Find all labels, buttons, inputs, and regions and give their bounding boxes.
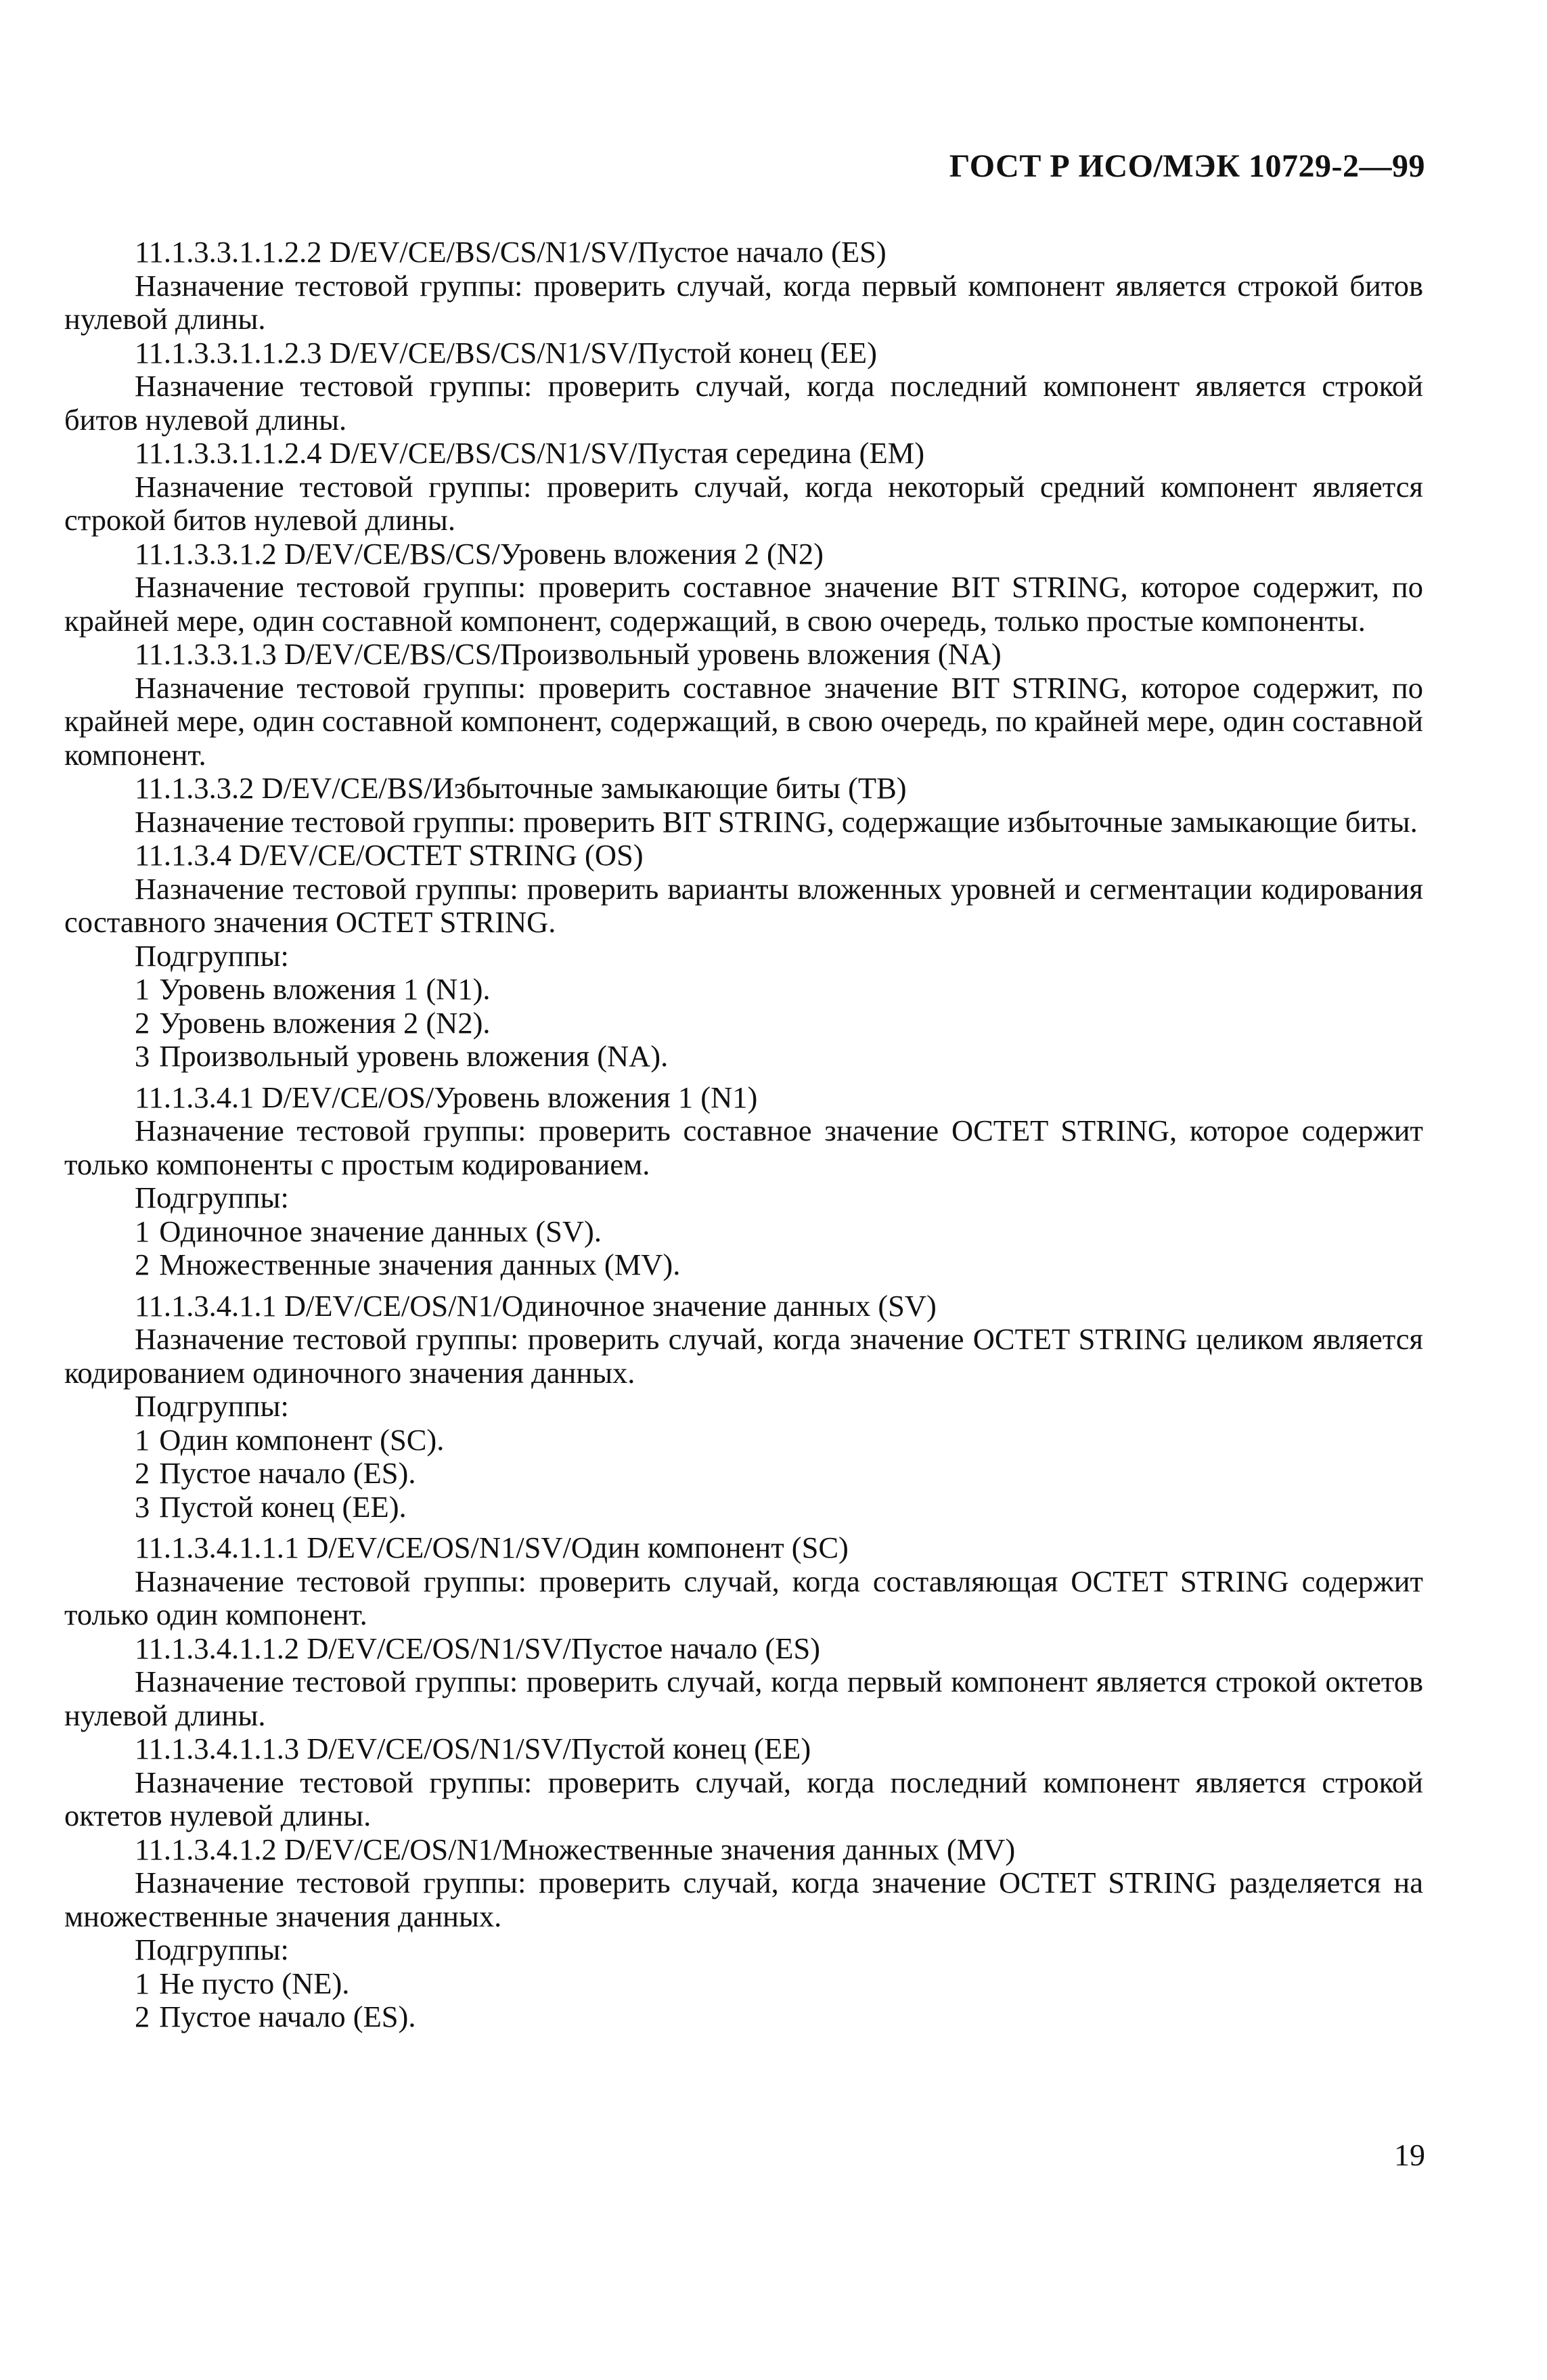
section-heading: 11.1.3.4.1.2 D/EV/CE/OS/N1/Множественные значения данных (MV) [135, 1832, 1016, 1866]
subgroup-text: Не пусто (NE). [159, 1966, 350, 2000]
subgroup-text: Уровень вложения 1 (N1). [159, 972, 491, 1006]
subgroup-number: 2 [135, 1456, 150, 1490]
section-heading: 11.1.3.3.2 D/EV/CE/BS/Избыточные замыкающие биты (TB) [135, 771, 907, 805]
subgroups-label: Подгруппы: [135, 1181, 289, 1214]
section-heading: 11.1.3.3.1.1.2.2 D/EV/CE/BS/CS/N1/SV/Пустое начало (ES) [135, 235, 887, 269]
subgroup-item [64, 1457, 1423, 1491]
section-text: Назначение тестовой группы: проверить BIT STRING, содержащие избыточные замыкающие биты. [135, 804, 1418, 839]
subgroup-number: 1 [135, 1214, 150, 1248]
page-number: 19 [1394, 2138, 1425, 2172]
subgroup-item [64, 2000, 1423, 2034]
subgroup-item [64, 1007, 1423, 1040]
subgroup-text: Одиночное значение данных (SV). [159, 1214, 602, 1248]
section-text: Назначение тестовой группы: проверить варианты вложенных уровней и сегментации кодирования составного значения OCTET STRING. [64, 871, 1423, 939]
subgroup-number: 2 [135, 2000, 150, 2033]
subgroup-item [64, 1424, 1423, 1457]
section-text: Назначение тестовой группы: проверить случай, когда значение OCTET STRING целиком является кодированием одиночного значения данных. [64, 1322, 1423, 1390]
section-heading: 11.1.3.4.1.1.3 D/EV/CE/OS/N1/SV/Пустой конец (EE) [135, 1732, 811, 1765]
section-heading: 11.1.3.3.1.1.2.3 D/EV/CE/BS/CS/N1/SV/Пустой конец (EE) [135, 335, 877, 370]
subgroup-number: 3 [135, 1039, 150, 1073]
subgroup-item [64, 1967, 1423, 2001]
section-heading: 11.1.3.3.1.3 D/EV/CE/BS/CS/Произвольный уровень вложения (NA) [135, 637, 1002, 671]
section-text: Назначение тестовой группы: проверить случай, когда последний компонент является строкой битов нулевой длины. [64, 369, 1423, 437]
section-text: Назначение тестовой группы: проверить случай, когда последний компонент является строкой октетов нулевой длины. [64, 1765, 1423, 1832]
section-heading: 11.1.3.4.1.1.1 D/EV/CE/OS/N1/SV/Один компонент (SC) [135, 1530, 849, 1564]
subgroup-number: 3 [135, 1489, 150, 1524]
section-heading: 11.1.3.4.1.1.2 D/EV/CE/OS/N1/SV/Пустое начало (ES) [135, 1631, 821, 1665]
subgroup-text: Уровень вложения 2 (N2). [159, 1005, 491, 1040]
subgroups-label: Подгруппы: [135, 1933, 289, 1966]
section-heading: 11.1.3.4 D/EV/CE/OCTET STRING (OS) [135, 838, 644, 872]
page-content [64, 236, 1423, 2034]
subgroup-number: 1 [135, 972, 150, 1006]
section-text: Назначение тестовой группы: проверить составное значение BIT STRING, которое содержит, по крайней мере, один составной компонент, содержащий, в свою очередь, только простые компоненты. [64, 570, 1423, 638]
section-text: Назначение тестовой группы: проверить случай, когда первый компонент является строкой октетов нулевой длины. [64, 1665, 1423, 1732]
subgroup-item [64, 1491, 1423, 1524]
subgroup-text: Множественные значения данных (MV). [159, 1248, 681, 1281]
subgroup-item [64, 973, 1423, 1007]
subgroup-number: 2 [135, 1248, 150, 1281]
section-text: Назначение тестовой группы: проверить составное значение BIT STRING, которое содержит, по крайней мере, один составной компонент, содержащий, в свою очередь, по крайней мере, один составной компонент. [64, 670, 1423, 772]
section-text: Назначение тестовой группы: проверить случай, когда первый компонент является строкой битов нулевой длины. [64, 268, 1423, 336]
section-text: Назначение тестовой группы: проверить случай, когда значение OCTET STRING разделяется на множественные значения данных. [64, 1866, 1423, 1933]
section-heading: 11.1.3.3.1.2 D/EV/CE/BS/CS/Уровень вложения 2 (N2) [135, 536, 824, 571]
subgroup-text: Пустой конец (EE). [159, 1489, 407, 1524]
section-text: Назначение тестовой группы: проверить случай, когда составляющая OCTET STRING содержит только один компонент. [64, 1564, 1423, 1631]
subgroup-number: 1 [135, 1422, 150, 1457]
subgroup-text: Пустое начало (ES). [159, 1456, 416, 1490]
section-text: Назначение тестовой группы: проверить составное значение OCTET STRING, которое содержит только компоненты с простым кодированием. [64, 1114, 1423, 1181]
section-heading: 11.1.3.4.1 D/EV/CE/OS/Уровень вложения 1 (N1) [135, 1080, 758, 1114]
subgroup-text: Один компонент (SC). [159, 1422, 445, 1457]
subgroups-label: Подгруппы: [135, 938, 289, 973]
subgroups-label: Подгруппы: [135, 1389, 289, 1423]
page-header: ГОСТ Р ИСО/МЭК 10729-2—99 [949, 148, 1425, 184]
subgroup-item [64, 1040, 1423, 1074]
subgroup-item [64, 1215, 1423, 1249]
section-text: Назначение тестовой группы: проверить случай, когда некоторый средний компонент является строкой битов нулевой длины. [64, 469, 1423, 537]
subgroup-text: Произвольный уровень вложения (NA). [159, 1039, 669, 1073]
subgroup-text: Пустое начало (ES). [159, 2000, 416, 2033]
subgroup-item [64, 1248, 1423, 1282]
subgroup-number: 1 [135, 1966, 150, 2000]
section-heading: 11.1.3.3.1.1.2.4 D/EV/CE/BS/CS/N1/SV/Пустая середина (EM) [135, 436, 925, 470]
section-heading: 11.1.3.4.1.1 D/EV/CE/OS/N1/Одиночное значение данных (SV) [135, 1288, 937, 1323]
subgroup-number: 2 [135, 1005, 150, 1040]
